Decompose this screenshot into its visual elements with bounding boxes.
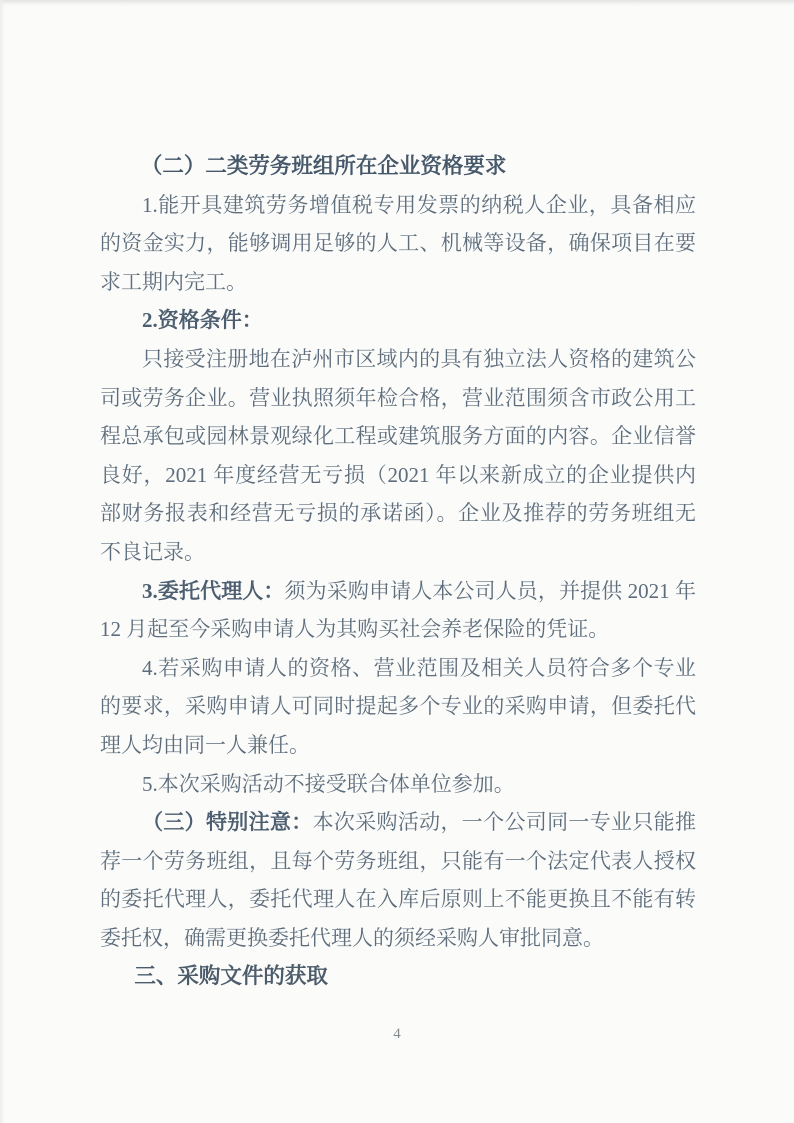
section-heading-class2-requirements: （二）二类劳务班组所在企业资格要求 [140, 154, 507, 178]
paragraph-item4-multiple-majors: 4.若采购申请人的资格、营业范围及相关人员符合多个专业的要求，采购申请人可同时提起多个专业的采购申请，但委托代理人均由同一人兼任。 [100, 655, 696, 757]
scan-edge-left [0, 0, 5, 1123]
paragraph-item3-agent-lead: 3.委托代理人： [142, 578, 285, 603]
paragraph-item3-agent-rest: 须为采购申请人本公司人员，并提供 2021 年 12 月起至今采购申请人为其购买社会养老保险的凭证。 [100, 578, 697, 642]
paragraph-special-notice-rest: 本次采购活动，一个公司同一专业只能推荐一个劳务班组，且每个劳务班组，只能有一个法定代表人授权的委托代理人，委托代理人在入库后原则上不能更换且不能有转委托权，确需更换委托代理人的须经采购人审批同意。 [100, 810, 697, 950]
section-heading-document-acquisition: 三、采购文件的获取 [134, 964, 328, 989]
page-footer [0, 1025, 794, 1043]
paragraph-item1-invoice-capability: 1.能开具建筑劳务增值税专用发票的纳税人企业，具备相应的资金实力，能够调用足够的人工、机械等设备，确保项目在要求工期内完工。 [100, 192, 696, 294]
paragraph-special-notice [100, 803, 696, 957]
paragraph-item2-qualification-label: 2.资格条件： [142, 308, 263, 333]
document-content [100, 147, 696, 996]
paragraph-item3-agent [100, 572, 696, 649]
page-number: 4 [393, 1026, 401, 1042]
paragraph-item2-qualification-body: 只接受注册地在泸州市区域内的具有独立法人资格的建筑公司或劳务企业。营业执照须年检合格，营业范围须含市政公用工程总承包或园林景观绿化工程或建筑服务方面的内容。企业信誉良好，2021 年度经营无亏损（2021 年以来新成立的企业提供内部财务报表和经营无亏损的承诺函）。企业及推荐的劳务班组无不良记录。 [100, 346, 696, 564]
paragraph-item5-no-consortium: 5.本次采购活动不接受联合体单位参加。 [142, 771, 515, 796]
paragraph-special-notice-lead: （三）特别注意： [142, 810, 313, 835]
scan-edge-top [0, 0, 794, 6]
